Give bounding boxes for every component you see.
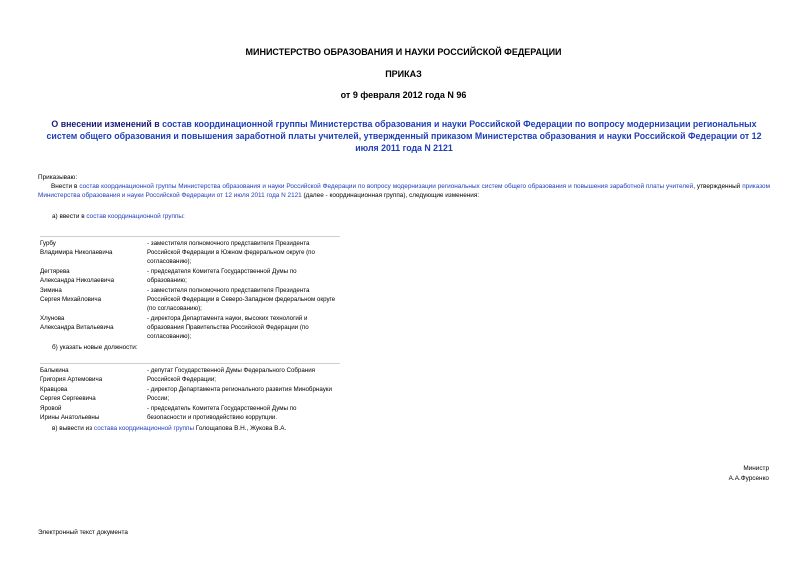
position-name-1: Балыкина Григория Артемовича: [40, 367, 103, 383]
ministry-heading: МИНИСТЕРСТВО ОБРАЗОВАНИЯ И НАУКИ РОССИЙСКОЙ ФЕДЕРАЦИИ: [245, 47, 562, 57]
item-a-suffix: :: [183, 213, 185, 220]
member-name-3: Зимина Сергея Михайловича: [40, 287, 102, 303]
member-name-2: Дегтярева Александра Николаевича: [40, 268, 115, 284]
position-text-3: - председатель Комитета Государственной Думы по безопасности и противодействию коррупции.: [147, 405, 297, 421]
member-name-1: Гурбу Владимира Николаевича: [40, 240, 113, 256]
intro-text-2: , утвержденный: [693, 183, 743, 190]
footer-note: Электронный текст документа: [38, 529, 128, 536]
intro-link-group[interactable]: состав координационной группы Министерства образования и науки Российской Федерации по вопросу модернизации региональных систем общего образования и повышения заработной платы учителей: [79, 183, 694, 190]
title-link[interactable]: состав координационной группы Министерства образования и науки Российской Федерации по вопросу модернизации региональных систем общего образования и повышения заработной платы учителей, утвержденный приказом Министерства образования и науки Российской Федерации от 12 июля 2011 года N 2121: [46, 119, 762, 153]
item-c: [52, 424, 286, 433]
item-c-suffix: Голощапова В.Н., Жукова В.А.: [194, 425, 287, 432]
position-name-3: Яровой Ирины Анатольевны: [40, 405, 100, 421]
intro-text-1: Внести в: [51, 183, 80, 190]
member-position-3: - заместителя полномочного представителя Президента Российской Федерации в Северо-Западном федеральном округе (по согласованию);: [147, 287, 336, 312]
member-position-2: - председателя Комитета Государственной Думы по образованию;: [147, 268, 297, 284]
signature-role: Министр: [743, 465, 769, 472]
intro-text-3: (далее - координационная группа), следующие изменения:: [301, 192, 480, 199]
intro-paragraph: [38, 182, 770, 200]
signature-name: А.А.Фурсенко: [728, 475, 769, 482]
table-border: [40, 236, 340, 237]
document-date-number: от 9 февраля 2012 года N 96: [340, 90, 467, 100]
document-title: [36, 118, 772, 154]
signature-block: [729, 464, 769, 484]
document-type: ПРИКАЗ: [385, 69, 422, 79]
item-c-text: в) вывести из: [52, 425, 94, 432]
item-c-link[interactable]: состава координационной группы: [93, 425, 195, 432]
position-name-2: Кравцова Сергея Сергеевича: [40, 386, 96, 402]
item-a-link[interactable]: состав координационной группы: [86, 213, 184, 220]
table-border: [40, 363, 340, 364]
member-position-4: - директора Департамента науки, высоких технологий и образования Правительства Российской Федерации (по согласованию);: [147, 315, 309, 340]
title-text: О внесении изменений в: [51, 119, 163, 129]
position-text-2: - директор Департамента регионального развития Минобрнауки России;: [147, 386, 332, 402]
member-position-1: - заместителя полномочного представителя Президента Российской Федерации в Южном федеральном округе (по согласованию);: [147, 240, 315, 265]
order-word: Приказываю:: [38, 174, 78, 181]
item-a-text: а) ввести в: [52, 213, 87, 220]
item-a: [52, 212, 185, 221]
member-name-4: Хлунова Александра Витальевича: [40, 315, 114, 331]
position-text-1: - депутат Государственной Думы Федерального Собрания Российской Федерации;: [147, 367, 316, 383]
item-b: б) указать новые должности:: [52, 344, 138, 351]
intro-link-order[interactable]: приказом Министерства образования и науки Российской Федерации от 12 июля 2011 года N 2121: [38, 183, 770, 199]
